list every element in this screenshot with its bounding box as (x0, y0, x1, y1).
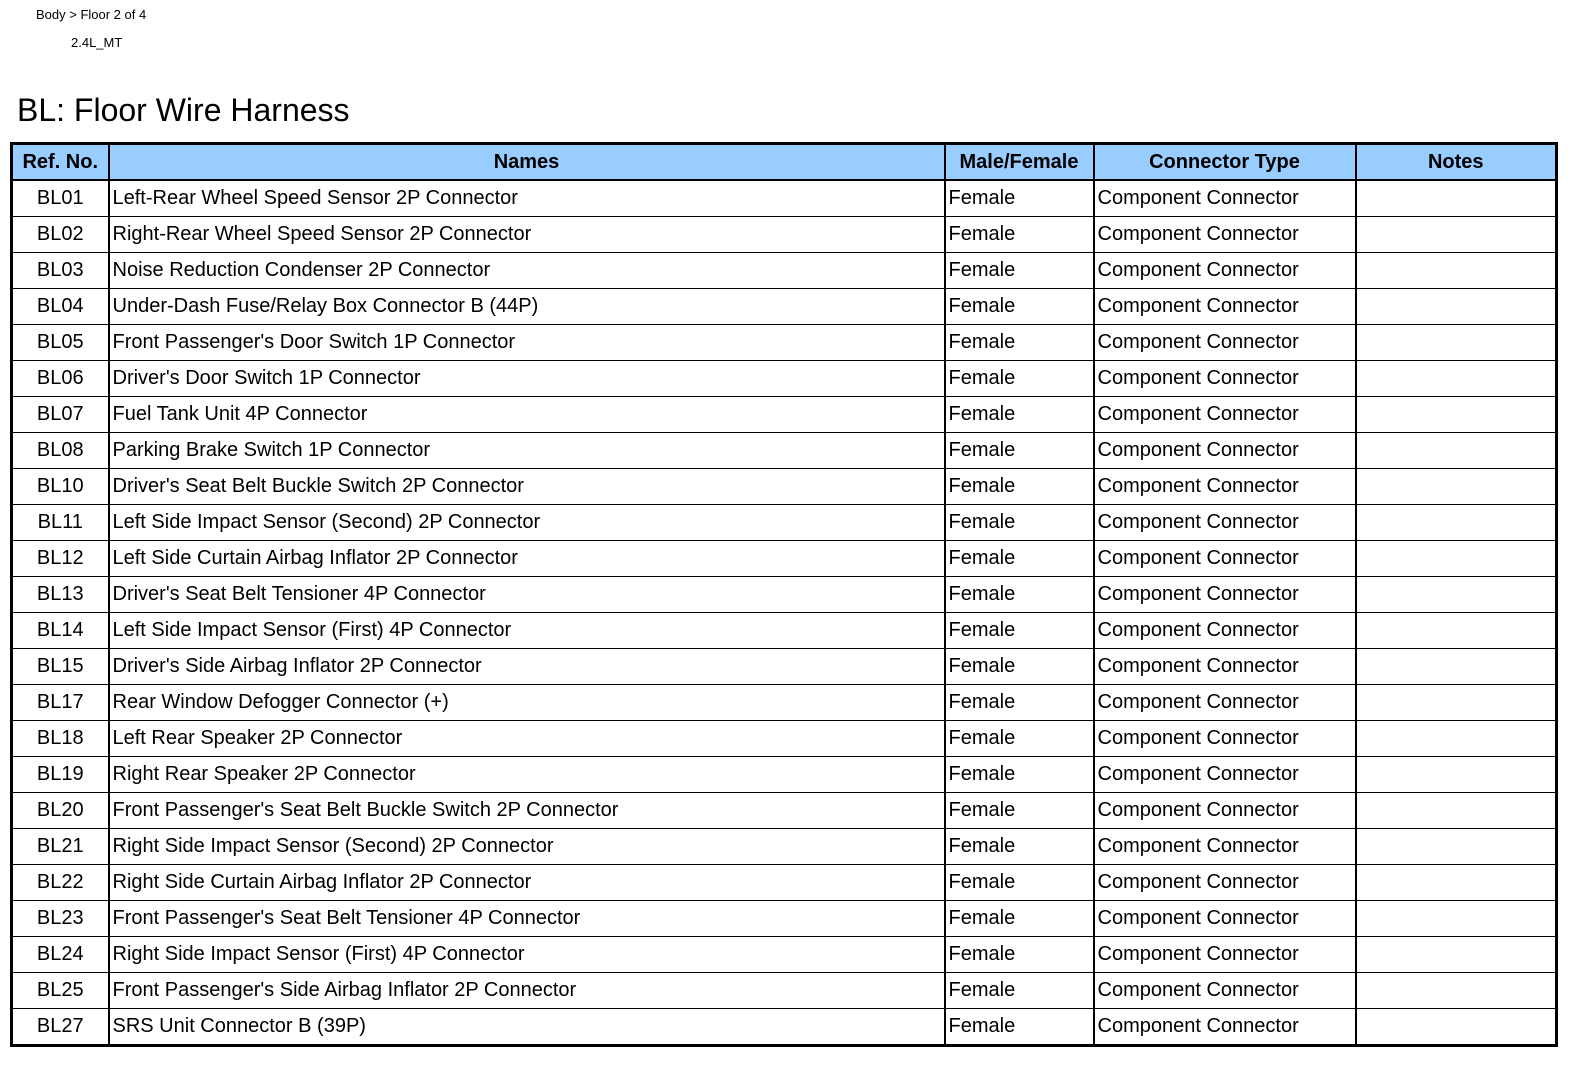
ref-no-cell: BL08 (12, 433, 109, 469)
table-row (12, 505, 1557, 541)
name-cell: Noise Reduction Condenser 2P Connector (109, 253, 945, 289)
gender-cell: Female (945, 433, 1094, 469)
gender-cell: Female (945, 361, 1094, 397)
name-cell: Rear Window Defogger Connector (+) (109, 685, 945, 721)
ref-no-cell: BL22 (12, 865, 109, 901)
notes-cell (1356, 685, 1557, 721)
name-cell: SRS Unit Connector B (39P) (109, 1009, 945, 1046)
table-row (12, 217, 1557, 253)
table-row (12, 793, 1557, 829)
connector-type-cell: Component Connector (1094, 649, 1356, 685)
table-row (12, 253, 1557, 289)
page-title: BL: Floor Wire Harness (17, 92, 350, 128)
gender-cell: Female (945, 505, 1094, 541)
gender-cell: Female (945, 901, 1094, 937)
table-row (12, 361, 1557, 397)
connector-type-cell: Component Connector (1094, 613, 1356, 649)
table-row (12, 289, 1557, 325)
gender-cell: Female (945, 577, 1094, 613)
ref-no-cell: BL06 (12, 361, 109, 397)
table-row (12, 685, 1557, 721)
connector-type-cell: Component Connector (1094, 577, 1356, 613)
name-cell: Front Passenger's Seat Belt Tensioner 4P Connector (109, 901, 945, 937)
notes-cell (1356, 325, 1557, 361)
name-cell: Left Side Impact Sensor (Second) 2P Connector (109, 505, 945, 541)
name-cell: Front Passenger's Seat Belt Buckle Switch 2P Connector (109, 793, 945, 829)
notes-cell (1356, 361, 1557, 397)
name-cell: Right Side Impact Sensor (First) 4P Connector (109, 937, 945, 973)
connector-type-cell: Component Connector (1094, 793, 1356, 829)
notes-cell (1356, 541, 1557, 577)
name-cell: Driver's Door Switch 1P Connector (109, 361, 945, 397)
gender-cell: Female (945, 793, 1094, 829)
connector-type-cell: Component Connector (1094, 505, 1356, 541)
notes-cell (1356, 433, 1557, 469)
table-row (12, 613, 1557, 649)
connector-type-cell: Component Connector (1094, 973, 1356, 1009)
connector-type-cell: Component Connector (1094, 397, 1356, 433)
name-cell: Left-Rear Wheel Speed Sensor 2P Connector (109, 180, 945, 217)
column-header-names: Names (109, 144, 945, 181)
connector-type-cell: Component Connector (1094, 937, 1356, 973)
notes-cell (1356, 397, 1557, 433)
ref-no-cell: BL03 (12, 253, 109, 289)
column-header-ref-no: Ref. No. (12, 144, 109, 181)
notes-cell (1356, 649, 1557, 685)
gender-cell: Female (945, 1009, 1094, 1046)
name-cell: Front Passenger's Side Airbag Inflator 2P Connector (109, 973, 945, 1009)
ref-no-cell: BL07 (12, 397, 109, 433)
connector-type-cell: Component Connector (1094, 721, 1356, 757)
gender-cell: Female (945, 685, 1094, 721)
name-cell: Left Side Impact Sensor (First) 4P Connector (109, 613, 945, 649)
ref-no-cell: BL25 (12, 973, 109, 1009)
notes-cell (1356, 180, 1557, 217)
notes-cell (1356, 217, 1557, 253)
table-row (12, 649, 1557, 685)
notes-cell (1356, 757, 1557, 793)
connector-type-cell: Component Connector (1094, 217, 1356, 253)
notes-cell (1356, 721, 1557, 757)
ref-no-cell: BL24 (12, 937, 109, 973)
notes-cell (1356, 577, 1557, 613)
connector-type-cell: Component Connector (1094, 1009, 1356, 1046)
notes-cell (1356, 901, 1557, 937)
name-cell: Parking Brake Switch 1P Connector (109, 433, 945, 469)
connector-type-cell: Component Connector (1094, 865, 1356, 901)
connector-type-cell: Component Connector (1094, 469, 1356, 505)
table-row (12, 865, 1557, 901)
notes-cell (1356, 505, 1557, 541)
ref-no-cell: BL12 (12, 541, 109, 577)
notes-cell (1356, 793, 1557, 829)
gender-cell: Female (945, 649, 1094, 685)
name-cell: Right Side Impact Sensor (Second) 2P Connector (109, 829, 945, 865)
gender-cell: Female (945, 289, 1094, 325)
name-cell: Driver's Side Airbag Inflator 2P Connector (109, 649, 945, 685)
gender-cell: Female (945, 829, 1094, 865)
gender-cell: Female (945, 469, 1094, 505)
ref-no-cell: BL10 (12, 469, 109, 505)
ref-no-cell: BL27 (12, 1009, 109, 1046)
table-row (12, 577, 1557, 613)
ref-no-cell: BL11 (12, 505, 109, 541)
gender-cell: Female (945, 397, 1094, 433)
gender-cell: Female (945, 253, 1094, 289)
name-cell: Left Rear Speaker 2P Connector (109, 721, 945, 757)
table-row (12, 541, 1557, 577)
notes-cell (1356, 613, 1557, 649)
ref-no-cell: BL20 (12, 793, 109, 829)
ref-no-cell: BL15 (12, 649, 109, 685)
connector-type-cell: Component Connector (1094, 829, 1356, 865)
ref-no-cell: BL14 (12, 613, 109, 649)
ref-no-cell: BL02 (12, 217, 109, 253)
ref-no-cell: BL13 (12, 577, 109, 613)
breadcrumb: Body > Floor 2 of 4 (36, 7, 147, 22)
name-cell: Driver's Seat Belt Buckle Switch 2P Connector (109, 469, 945, 505)
gender-cell: Female (945, 180, 1094, 217)
notes-cell (1356, 289, 1557, 325)
connector-type-cell: Component Connector (1094, 253, 1356, 289)
table-row (12, 325, 1557, 361)
name-cell: Driver's Seat Belt Tensioner 4P Connector (109, 577, 945, 613)
ref-no-cell: BL05 (12, 325, 109, 361)
table-header (12, 144, 1557, 181)
gender-cell: Female (945, 865, 1094, 901)
notes-cell (1356, 937, 1557, 973)
table-row (12, 829, 1557, 865)
name-cell: Left Side Curtain Airbag Inflator 2P Connector (109, 541, 945, 577)
notes-cell (1356, 1009, 1557, 1046)
gender-cell: Female (945, 973, 1094, 1009)
table-row (12, 757, 1557, 793)
notes-cell (1356, 469, 1557, 505)
ref-no-cell: BL01 (12, 180, 109, 217)
notes-cell (1356, 829, 1557, 865)
table-row (12, 1009, 1557, 1046)
ref-no-cell: BL18 (12, 721, 109, 757)
gender-cell: Female (945, 613, 1094, 649)
ref-no-cell: BL04 (12, 289, 109, 325)
notes-cell (1356, 865, 1557, 901)
name-cell: Under-Dash Fuse/Relay Box Connector B (44P) (109, 289, 945, 325)
ref-no-cell: BL17 (12, 685, 109, 721)
table-row (12, 180, 1557, 217)
name-cell: Front Passenger's Door Switch 1P Connector (109, 325, 945, 361)
column-header-connector-type: Connector Type (1094, 144, 1356, 181)
connector-type-cell: Component Connector (1094, 325, 1356, 361)
ref-no-cell: BL19 (12, 757, 109, 793)
gender-cell: Female (945, 217, 1094, 253)
name-cell: Right Rear Speaker 2P Connector (109, 757, 945, 793)
connector-type-cell: Component Connector (1094, 289, 1356, 325)
connector-type-cell: Component Connector (1094, 361, 1356, 397)
ref-no-cell: BL23 (12, 901, 109, 937)
table-row (12, 901, 1557, 937)
name-cell: Right Side Curtain Airbag Inflator 2P Connector (109, 865, 945, 901)
table-row (12, 397, 1557, 433)
table-row (12, 721, 1557, 757)
table-row (12, 433, 1557, 469)
gender-cell: Female (945, 325, 1094, 361)
connector-type-cell: Component Connector (1094, 901, 1356, 937)
gender-cell: Female (945, 721, 1094, 757)
table-body (12, 180, 1557, 1046)
table-row (12, 973, 1557, 1009)
name-cell: Right-Rear Wheel Speed Sensor 2P Connector (109, 217, 945, 253)
name-cell: Fuel Tank Unit 4P Connector (109, 397, 945, 433)
connector-type-cell: Component Connector (1094, 541, 1356, 577)
table-row (12, 937, 1557, 973)
connector-table (10, 142, 1558, 1047)
column-header-male-female: Male/Female (945, 144, 1094, 181)
notes-cell (1356, 973, 1557, 1009)
gender-cell: Female (945, 937, 1094, 973)
connector-type-cell: Component Connector (1094, 180, 1356, 217)
notes-cell (1356, 253, 1557, 289)
column-header-notes: Notes (1356, 144, 1557, 181)
connector-type-cell: Component Connector (1094, 757, 1356, 793)
table-row (12, 469, 1557, 505)
gender-cell: Female (945, 541, 1094, 577)
header-row (12, 144, 1557, 181)
variant-label: 2.4L_MT (71, 35, 123, 50)
ref-no-cell: BL21 (12, 829, 109, 865)
gender-cell: Female (945, 757, 1094, 793)
connector-type-cell: Component Connector (1094, 433, 1356, 469)
connector-type-cell: Component Connector (1094, 685, 1356, 721)
